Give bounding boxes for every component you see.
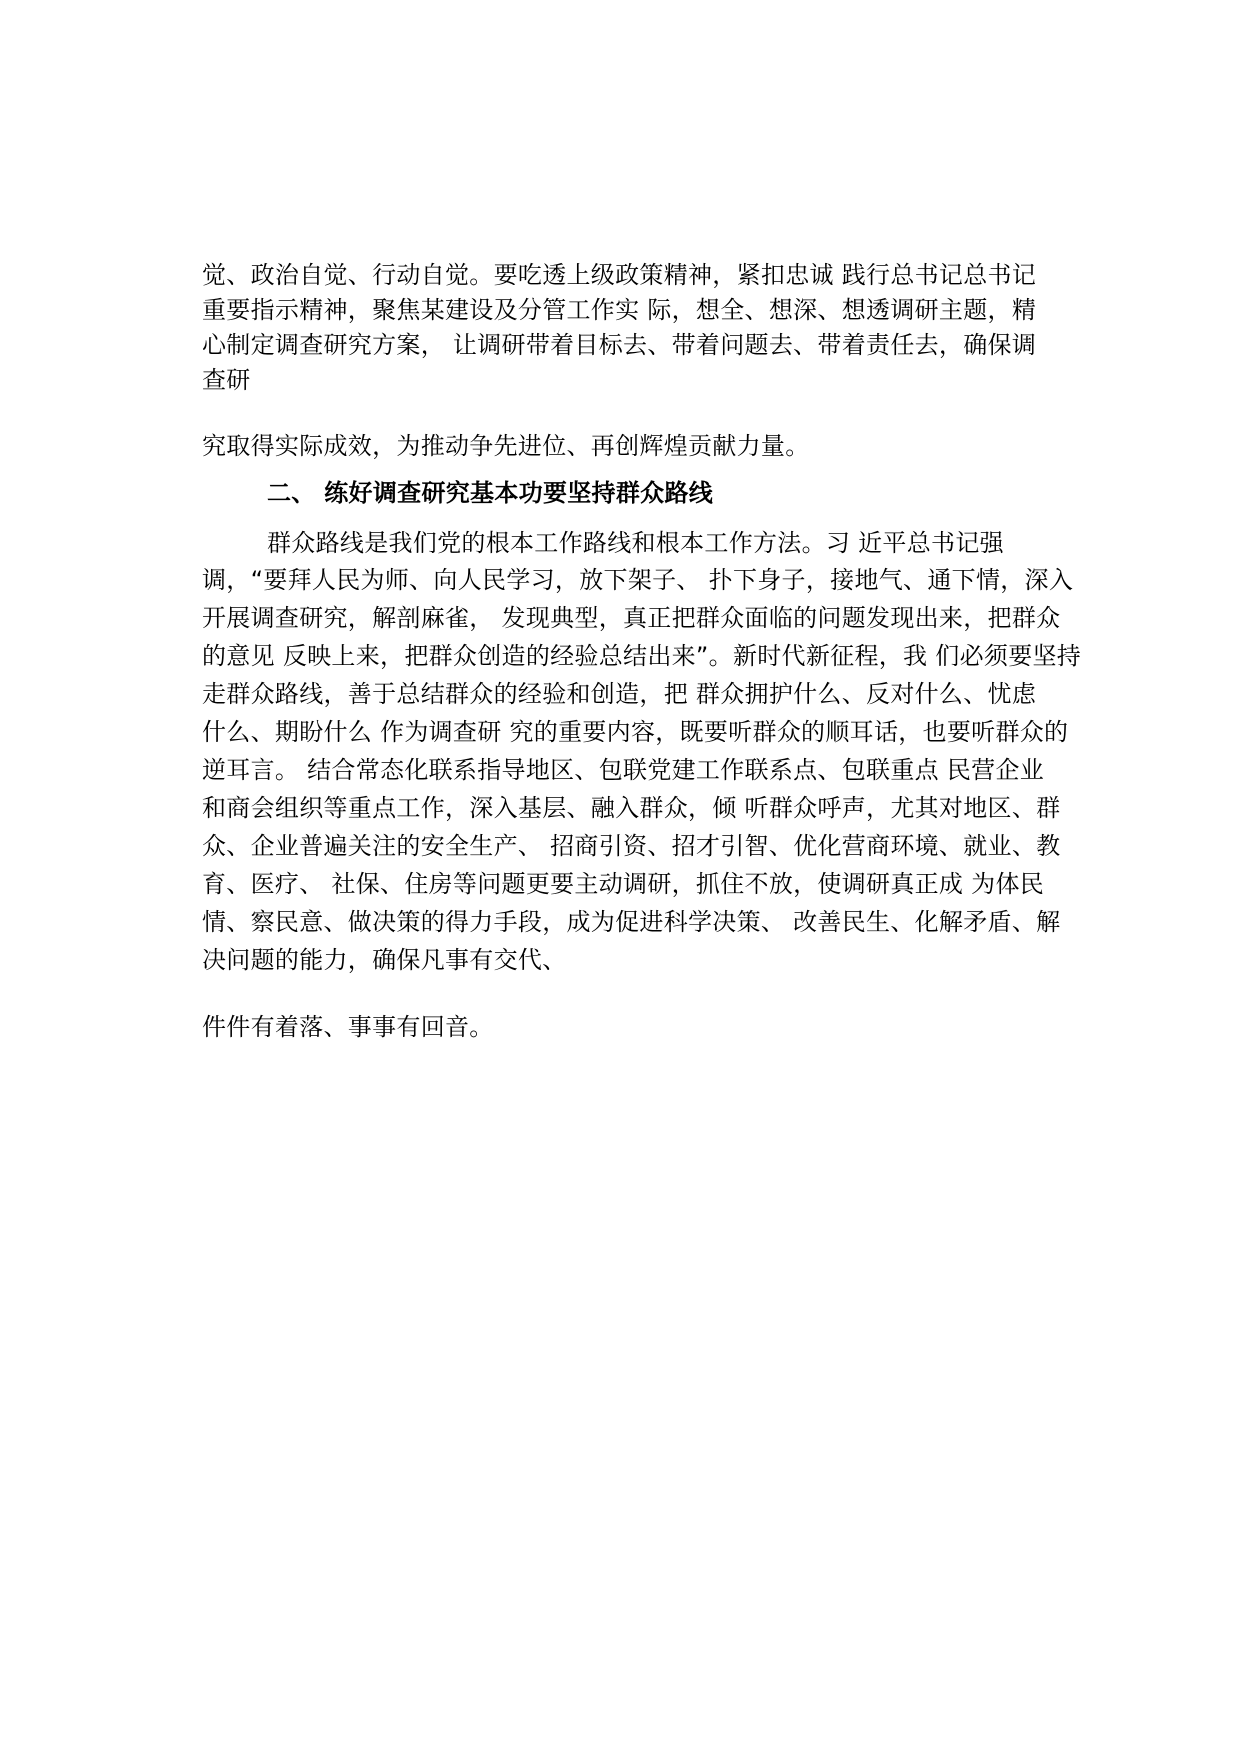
paragraph1-line-1: 觉、政治自觉、行动自觉。要吃透上级政策精神，紧扣忠诚 践行总书记总书记 [202,261,1037,289]
paragraph2-line-1: 究取得实际成效，为推动争先进位、再创辉煌贡献力量。 [202,432,810,460]
paragraph3-line-8: 和商会组织等重点工作，深入基层、融入群众，倾 听群众呼声，尤其对地区、群 [202,794,1061,822]
paragraph3-line-10: 育、医疗、 社保、住房等问题更要主动调研，抓住不放，使调研真正成 为体民 [202,870,1045,898]
paragraph3-line-5: 走群众路线，善于总结群众的经验和创造，把 群众拥护什么、反对什么、忧虑 [202,680,1037,708]
paragraph1-line-3: 心制定调查研究方案， 让调研带着目标去、带着问题去、带着责任去，确保调 [202,331,1037,359]
paragraph3-line-2: 调，“要拜人民为师、向人民学习，放下架子、 扑下身子，接地气、通下情，深入 [202,566,1074,594]
paragraph3-line-7: 逆耳言。 结合常态化联系指导地区、包联党建工作联系点、包联重点 民营企业 [202,756,1045,784]
section-heading: 二、 练好调查研究基本功要坚持群众路线 [267,479,714,507]
paragraph3-line-1: 群众路线是我们党的根本工作路线和根本工作方法。习 近平总书记强 [267,529,1004,557]
paragraph3-line-12: 决问题的能力，确保凡事有交代、 [202,946,567,974]
paragraph3-line-9: 众、企业普遍关注的安全生产、 招商引资、招才引智、优化营商环境、就业、教 [202,832,1061,860]
paragraph1-line-4: 查研 [202,366,251,394]
paragraph3-line-3: 开展调查研究，解剖麻雀， 发现典型，真正把群众面临的问题发现出来，把群众 [202,604,1061,632]
paragraph4-line-1: 件件有着落、事事有回音。 [202,1013,494,1041]
paragraph3-line-11: 情、察民意、做决策的得力手段，成为促进科学决策、 改善民生、化解矛盾、解 [202,908,1061,936]
paragraph3-line-4: 的意见 反映上来，把群众创造的经验总结出来”。新时代新征程，我 们必须要坚持 [202,642,1082,670]
paragraph3-line-6: 什么、期盼什么 作为调查研 究的重要内容，既要听群众的顺耳话，也要听群众的 [202,718,1069,746]
paragraph1-line-2: 重要指示精神，聚焦某建设及分管工作实 际，想全、想深、想透调研主题，精 [202,296,1037,324]
